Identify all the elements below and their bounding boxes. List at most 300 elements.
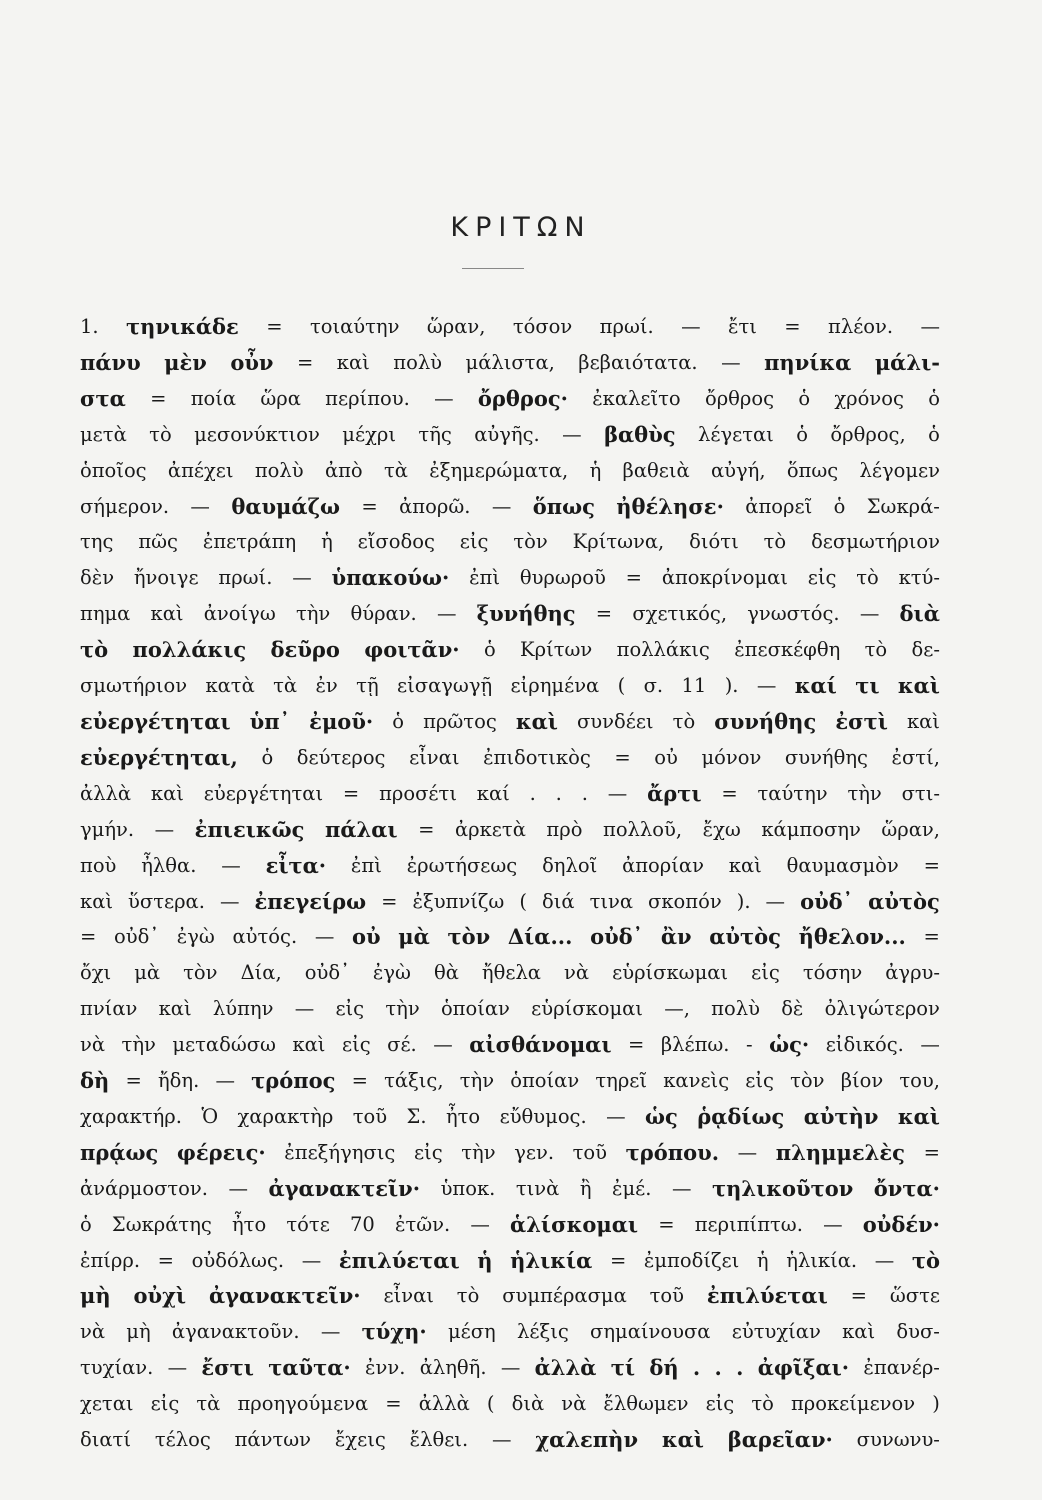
gloss-word: καὶ xyxy=(150,781,184,805)
gloss-word: βεβαιότατα. xyxy=(578,350,698,374)
gloss-word: — xyxy=(434,386,454,410)
gloss-word: τότε xyxy=(286,1212,330,1236)
gloss-word: θαυμασμὸν xyxy=(786,853,899,877)
gloss-word: — xyxy=(433,1033,453,1057)
gloss-word: λέγεται xyxy=(697,422,774,446)
text-line xyxy=(80,1422,940,1458)
gloss-word: ὁ xyxy=(392,709,405,733)
text-line xyxy=(80,632,940,668)
gloss-word: — xyxy=(320,1320,341,1344)
gloss-word: χαρακτὴρ xyxy=(237,1104,334,1128)
text-line xyxy=(80,668,940,704)
page-title: ΚΡΙΤΩΝ xyxy=(450,212,592,243)
gloss-word: = xyxy=(609,1248,627,1272)
gloss-word: δεύτερος xyxy=(296,745,386,769)
gloss-word: θὰ xyxy=(433,961,459,985)
lemma-word: εὐεργέτηται xyxy=(80,708,231,734)
lemma-word: ἄρτι xyxy=(647,780,702,806)
gloss-word: γνωστός. xyxy=(747,602,840,626)
gloss-word: σμωτήριον xyxy=(80,674,188,698)
text-line xyxy=(80,955,940,991)
gloss-word: ἐπιδοτικὸς xyxy=(483,745,591,769)
gloss-word: τοῦ xyxy=(572,1140,608,1164)
lemma-word: δὴ xyxy=(80,1068,110,1094)
gloss-word: ὁ xyxy=(928,386,940,410)
gloss-word: χαρακτήρ. xyxy=(80,1104,182,1128)
gloss-word: εἴσοδος xyxy=(357,530,435,554)
gloss-word: = xyxy=(157,1248,175,1272)
lemma-word: δή xyxy=(649,1355,679,1381)
gloss-word: ἐστί, xyxy=(891,745,940,769)
gloss-word: μέση xyxy=(447,1320,496,1344)
gloss-word: εἰς xyxy=(150,1392,180,1416)
gloss-word: = xyxy=(150,386,167,410)
lemma-word: ἐμοῦ· xyxy=(309,708,374,734)
text-line xyxy=(80,848,940,884)
gloss-word: ἀρκετὰ xyxy=(454,817,526,841)
gloss-word: ( xyxy=(486,1392,495,1416)
gloss-word: τέλος xyxy=(154,1428,211,1452)
gloss-word: — xyxy=(470,1212,490,1236)
gloss-word: = xyxy=(923,853,940,877)
lemma-word: πλημμελὲς xyxy=(775,1139,905,1165)
gloss-word: δὲν xyxy=(80,566,115,590)
gloss-word: τὸ xyxy=(672,709,696,733)
gloss-word: τὴν xyxy=(461,1140,496,1164)
gloss-word: ὥραν, xyxy=(426,315,486,338)
gloss-word: τὸν xyxy=(513,530,548,554)
gloss-word: οὐδ᾽ xyxy=(114,925,160,949)
gloss-word: ἡ xyxy=(589,458,602,482)
lemma-word: ἀγανακτεῖν· xyxy=(268,1175,421,1201)
lemma-word: ἂν xyxy=(660,924,692,950)
lemma-word: ἐπεγείρω xyxy=(254,888,367,914)
gloss-word: = xyxy=(721,781,738,805)
gloss-word: εἰς xyxy=(459,530,489,554)
gloss-word: ἦλθα. xyxy=(141,853,197,877)
lemma-word: εἶτα· xyxy=(265,852,327,878)
text-line xyxy=(80,1278,940,1314)
gloss-word: ποία xyxy=(190,386,237,410)
gloss-word: βλέπω. xyxy=(660,1033,730,1057)
gloss-word: ἐμέ. xyxy=(612,1176,652,1200)
gloss-word: ἐμποδίζει xyxy=(643,1248,740,1272)
gloss-word: δυσ- xyxy=(896,1320,940,1344)
lemma-word: ἡ xyxy=(477,1247,493,1273)
text-line xyxy=(80,417,940,453)
text-line xyxy=(80,991,940,1027)
gloss-word: — xyxy=(737,1140,758,1164)
gloss-word: — xyxy=(721,350,741,374)
lemma-word: ἀγανακτεῖν· xyxy=(208,1283,361,1309)
gloss-word: . xyxy=(555,781,562,805)
gloss-word: τάξις, xyxy=(384,1069,444,1093)
gloss-word: πλέον. xyxy=(828,315,894,338)
gloss-word: ἢ xyxy=(579,1176,592,1200)
gloss-word: ἐξημερώματα, xyxy=(429,458,569,482)
gloss-word: σημαίνουσα xyxy=(590,1320,711,1344)
gloss-word: νὰ xyxy=(80,1033,106,1057)
gloss-word: αὐγή, xyxy=(710,458,766,482)
gloss-word: ἐκαλεῖτο xyxy=(592,386,681,410)
gloss-word: διά xyxy=(541,889,575,913)
gloss-word: —, xyxy=(664,997,690,1021)
gloss-word: = xyxy=(342,781,360,805)
gloss-word: καὶ xyxy=(336,350,370,374)
gloss-word: οὐ xyxy=(654,745,678,769)
gloss-word: — xyxy=(681,315,701,338)
lemma-word: βαθὺς xyxy=(604,421,676,447)
lemma-word: οὖν xyxy=(230,349,274,375)
gloss-word: = xyxy=(923,925,940,949)
gloss-word: κάμποσην xyxy=(761,817,861,841)
lemma-word: τρόπος xyxy=(251,1068,336,1094)
gloss-word: = xyxy=(296,350,314,374)
gloss-word: τὸ xyxy=(856,566,879,590)
gloss-word: — xyxy=(167,1356,188,1380)
gloss-word: ἔχεις xyxy=(334,1428,386,1452)
gloss-word: = xyxy=(628,1033,645,1057)
gloss-word: — xyxy=(154,817,175,841)
gloss-word: εὐεργέτηται xyxy=(203,781,324,805)
lemma-word: ἠθέλησε· xyxy=(616,493,724,519)
gloss-word: πολὺ xyxy=(711,997,760,1021)
gloss-word: τὴν xyxy=(385,997,420,1021)
lemma-word: τὸ xyxy=(80,637,109,663)
lemma-word: συνήθης xyxy=(714,708,817,734)
gloss-word: βαθειὰ xyxy=(622,458,690,482)
gloss-word: ἤνοιγε xyxy=(133,566,199,590)
gloss-word: ἐπὶ xyxy=(350,853,382,877)
gloss-word: ἀλλὰ xyxy=(80,781,132,805)
text-line xyxy=(80,489,940,525)
text-line xyxy=(80,1063,940,1099)
lemma-word: πολλάκις xyxy=(132,637,247,663)
gloss-word: ) xyxy=(932,1392,940,1416)
gloss-word: = xyxy=(784,315,801,338)
text-line xyxy=(80,884,940,920)
gloss-word: ὁ xyxy=(80,1212,92,1236)
lemma-word: τηνικάδε xyxy=(126,314,239,339)
gloss-word: = xyxy=(850,1284,867,1308)
gloss-word: λύπην xyxy=(212,997,274,1021)
gloss-word: ὁ xyxy=(261,745,274,769)
gloss-word: — xyxy=(301,1248,322,1272)
gloss-word: κατὰ xyxy=(205,674,255,698)
lemma-word: ἁλίσκομαι xyxy=(510,1211,639,1237)
gloss-word: εἰς xyxy=(807,566,837,590)
gloss-word: καὶ xyxy=(842,1320,876,1344)
gloss-word: πολὺ xyxy=(254,458,304,482)
gloss-word: πνίαν xyxy=(80,997,138,1021)
gloss-word: οὐδόλως. xyxy=(191,1248,285,1272)
gloss-word: δὲ xyxy=(781,997,804,1021)
gloss-word: τῆς xyxy=(418,422,452,446)
gloss-word: τὴν xyxy=(459,1069,495,1093)
gloss-word: . xyxy=(529,781,536,805)
gloss-word: Σωκρά- xyxy=(866,494,940,518)
gloss-word: σκοπόν xyxy=(648,889,722,913)
gloss-word: μετὰ xyxy=(80,422,127,446)
lemma-word: τί xyxy=(610,1355,636,1381)
gloss-word: χρόνος xyxy=(834,386,904,410)
text-line xyxy=(80,381,940,417)
gloss-word: πάντων xyxy=(234,1428,311,1452)
lemma-word: ὑπακούω· xyxy=(331,565,450,591)
text-line xyxy=(80,560,940,596)
text-line xyxy=(80,524,940,560)
gloss-word: ποὺ xyxy=(80,853,117,877)
gloss-word: προηγούμενα xyxy=(237,1392,369,1416)
gloss-word: εἰς xyxy=(705,1392,735,1416)
gloss-word: τὸ xyxy=(751,1392,774,1416)
gloss-word: ἀποκρίνομαι xyxy=(661,566,788,590)
gloss-word: ταύτην xyxy=(757,781,828,805)
gloss-word: τινα xyxy=(589,889,634,913)
lemma-word: στα xyxy=(80,385,126,411)
gloss-word: του, xyxy=(899,1069,940,1093)
lemma-word: καὶ xyxy=(897,673,940,699)
lemma-word: καὶ xyxy=(661,1427,704,1453)
gloss-word: τὸ xyxy=(864,638,888,662)
gloss-word: πῶς xyxy=(138,530,178,554)
text-line xyxy=(80,453,940,489)
gloss-word: καὶ xyxy=(906,709,940,733)
lemma-word: ἐπιλύεται xyxy=(706,1283,828,1309)
text-line xyxy=(80,1386,940,1422)
gloss-word: ἡλικία. xyxy=(786,1248,858,1272)
gloss-word: ἔτι xyxy=(727,315,757,338)
lemma-word: τύχη· xyxy=(361,1319,427,1345)
lemma-word: οὐχὶ xyxy=(133,1283,187,1309)
gloss-word: = xyxy=(80,925,97,949)
gloss-word: = xyxy=(381,889,398,913)
gloss-word: τὰ xyxy=(273,674,298,698)
gloss-word: νὰ xyxy=(561,1392,587,1416)
gloss-word: εἰς xyxy=(745,1069,774,1093)
gloss-word: 1. xyxy=(80,315,99,338)
gloss-word: εἰσαγωγῇ xyxy=(397,674,493,698)
gloss-word: — xyxy=(219,889,240,913)
gloss-word: πολὺ xyxy=(393,350,443,374)
gloss-word: ὥραν, xyxy=(881,817,940,841)
gloss-word: = xyxy=(923,1140,940,1164)
gloss-word: = xyxy=(361,494,378,518)
gloss-word: τὸ xyxy=(149,422,172,446)
gloss-word: — xyxy=(436,602,457,626)
gloss-word: μάλιστα, xyxy=(465,350,555,374)
gloss-word: — xyxy=(221,853,241,877)
text-line xyxy=(80,740,940,776)
gloss-word: εἰς xyxy=(335,997,365,1021)
gloss-word: διὰ xyxy=(511,1392,545,1416)
gloss-word: πρωί. xyxy=(599,315,654,338)
gloss-word: τὸ xyxy=(763,530,787,554)
gloss-word: — xyxy=(294,997,315,1021)
gloss-word: = xyxy=(658,1212,675,1236)
lemma-word: φοιτᾶν· xyxy=(364,637,460,663)
gloss-word: τινὰ xyxy=(515,1176,560,1200)
text-line xyxy=(80,1135,940,1171)
gloss-word: λέγομεν xyxy=(859,458,940,482)
gloss-word: — xyxy=(292,566,312,590)
gloss-word: Δία, xyxy=(240,961,282,985)
gloss-word: ὅπως xyxy=(786,458,839,482)
gloss-word: οὐδ᾽ xyxy=(304,961,350,985)
lemma-word: οὐδ᾽ xyxy=(590,924,644,950)
gloss-word: θύραν. xyxy=(350,602,417,626)
gloss-word: ὄρθρος xyxy=(704,386,775,410)
gloss-word: ἔλθει. xyxy=(409,1428,469,1452)
lemma-word: πηνίκα xyxy=(764,349,852,375)
lemma-word: ὅπως xyxy=(532,493,595,519)
gloss-word: τὸν xyxy=(790,1069,825,1093)
text-line xyxy=(80,919,940,955)
gloss-word: — xyxy=(874,1248,895,1272)
lemma-word: μὰ xyxy=(398,924,430,950)
lemma-word: αὐτὸς xyxy=(709,924,781,950)
text-line xyxy=(80,1027,940,1063)
gloss-word: — xyxy=(607,781,628,805)
gloss-word: ἐπίρρ. xyxy=(80,1248,141,1272)
gloss-word: καὶ xyxy=(80,889,114,913)
lemma-word: πάνυ xyxy=(80,349,141,375)
text-line xyxy=(80,1350,940,1386)
gloss-word: βίον xyxy=(840,1069,884,1093)
gloss-word: τὰ xyxy=(196,1392,221,1416)
gloss-word: Σωκράτης xyxy=(111,1212,212,1236)
lemma-word: διὰ xyxy=(899,601,940,627)
gloss-word: = xyxy=(385,1392,402,1416)
gloss-word: καὶ xyxy=(728,853,762,877)
text-line xyxy=(80,1171,940,1207)
gloss-word: ἀληθῆ. xyxy=(419,1356,487,1380)
lemma-word: ἤθελον... xyxy=(798,924,906,950)
gloss-word: — xyxy=(492,1428,512,1452)
gloss-word: συμπέρασμα xyxy=(502,1284,627,1308)
lemma-word: αἰσθάνομαι xyxy=(469,1032,612,1058)
gloss-word: ἀπορεῖ xyxy=(745,494,813,518)
gloss-word: Σ. xyxy=(406,1104,427,1128)
gloss-word: τὴν xyxy=(121,1033,156,1057)
gloss-word: ἀγρυ- xyxy=(885,961,940,985)
lemma-word: μάλι- xyxy=(874,349,940,375)
gloss-word: εἰς xyxy=(751,961,780,985)
gloss-word: νὰ xyxy=(80,1320,106,1344)
gloss-word: προκείμενον xyxy=(790,1392,916,1416)
gloss-word: — xyxy=(671,1176,692,1200)
text-line xyxy=(80,704,940,740)
gloss-word: εἰρημένα xyxy=(510,674,600,698)
gloss-word: γμήν. xyxy=(80,817,135,841)
gloss-word: διότι xyxy=(689,530,739,554)
gloss-word: ἀπὸ xyxy=(324,458,363,482)
lemma-word: ὡς· xyxy=(769,1032,810,1058)
gloss-word: τοῦ xyxy=(352,1104,388,1128)
lemma-word: οὐδέν· xyxy=(862,1211,940,1237)
gloss-word: ἀπέχει xyxy=(167,458,234,482)
text-line xyxy=(80,812,940,848)
gloss-word: ἀνοίγω xyxy=(203,602,276,626)
gloss-word: δεσμωτήριον xyxy=(811,530,940,554)
gloss-word: ὀλιγώτερον xyxy=(824,997,940,1021)
gloss-word: ἐνν. xyxy=(365,1356,406,1380)
gloss-word: εἰδικός. xyxy=(825,1033,904,1057)
lemma-word: οὐδ᾽ xyxy=(800,888,854,914)
lemma-word: . xyxy=(692,1355,701,1381)
lemma-word: ὄντα· xyxy=(873,1175,940,1201)
gloss-word: ἀγανακτοῦν. xyxy=(171,1320,300,1344)
lemma-word: φέρεις· xyxy=(176,1139,266,1165)
lemma-word: θαυμάζω xyxy=(231,493,341,519)
gloss-word: μὴ xyxy=(126,1320,151,1344)
text-line xyxy=(80,776,940,812)
gloss-word: — xyxy=(314,925,335,949)
gloss-word: ἦτο xyxy=(232,1212,267,1236)
gloss-word: τὸ xyxy=(456,1284,480,1308)
lemma-word: τὸν xyxy=(447,924,491,950)
text-line xyxy=(80,1207,940,1243)
gloss-word: — xyxy=(765,889,786,913)
gloss-word: πημα xyxy=(80,602,131,626)
gloss-word: εἶναι xyxy=(383,1284,434,1308)
gloss-word: ὥρα xyxy=(260,386,301,410)
gloss-word: ὁ xyxy=(833,494,846,518)
lemma-word: τι xyxy=(855,673,880,699)
gloss-word: πολλοῦ, xyxy=(603,817,683,841)
lemma-word: Δία... xyxy=(507,924,573,950)
text-line xyxy=(80,596,940,632)
gloss-word: εὑρίσκομαι xyxy=(531,997,643,1021)
gloss-word: ( xyxy=(519,889,527,913)
lemma-word: καὶ xyxy=(897,1103,940,1129)
lemma-word: καί xyxy=(794,673,837,699)
lemma-word: τὸ xyxy=(911,1247,940,1273)
text-line xyxy=(80,1243,940,1279)
gloss-word: = xyxy=(595,602,613,626)
gloss-word: - xyxy=(746,1033,753,1057)
gloss-word: δηλοῖ xyxy=(542,853,598,877)
lemma-word: . xyxy=(736,1355,744,1381)
gloss-word: συνωνυ- xyxy=(856,1428,940,1452)
gloss-word: αὐτός. xyxy=(232,925,298,949)
gloss-word: τῇ xyxy=(356,674,379,698)
gloss-word: τόσον xyxy=(512,315,573,338)
gloss-word: ( xyxy=(617,674,626,698)
lemma-word: οὐ xyxy=(352,924,381,950)
lemma-word: εὐεργέτηται, xyxy=(80,744,238,770)
gloss-word: — xyxy=(190,494,210,518)
gloss-word: πρὸ xyxy=(546,817,583,841)
gloss-word: ἐξυπνίζω xyxy=(412,889,505,913)
gloss-word: 70 xyxy=(349,1212,375,1236)
gloss-word: εὑρίσκωμαι xyxy=(612,961,729,985)
gloss-word: — xyxy=(823,1212,843,1236)
lemma-word: ἐπιλύεται xyxy=(338,1247,460,1273)
gloss-word: διατί xyxy=(80,1428,131,1452)
gloss-word: δε- xyxy=(911,638,940,662)
lemma-word: ἔστι xyxy=(201,1355,254,1381)
gloss-word: καὶ xyxy=(158,997,192,1021)
lemma-word: ἀλλὰ xyxy=(534,1355,597,1381)
gloss-word: ἐπεξήγησις xyxy=(284,1140,396,1164)
gloss-word: προσέτι xyxy=(379,781,457,805)
gloss-word: ἤθελα xyxy=(481,961,541,985)
lemma-word: αὐτὴν xyxy=(803,1103,879,1129)
gloss-word: της xyxy=(80,530,114,554)
gloss-word: εὐτυχίαν xyxy=(731,1320,821,1344)
lemma-word: ἐπιεικῶς xyxy=(194,816,305,842)
